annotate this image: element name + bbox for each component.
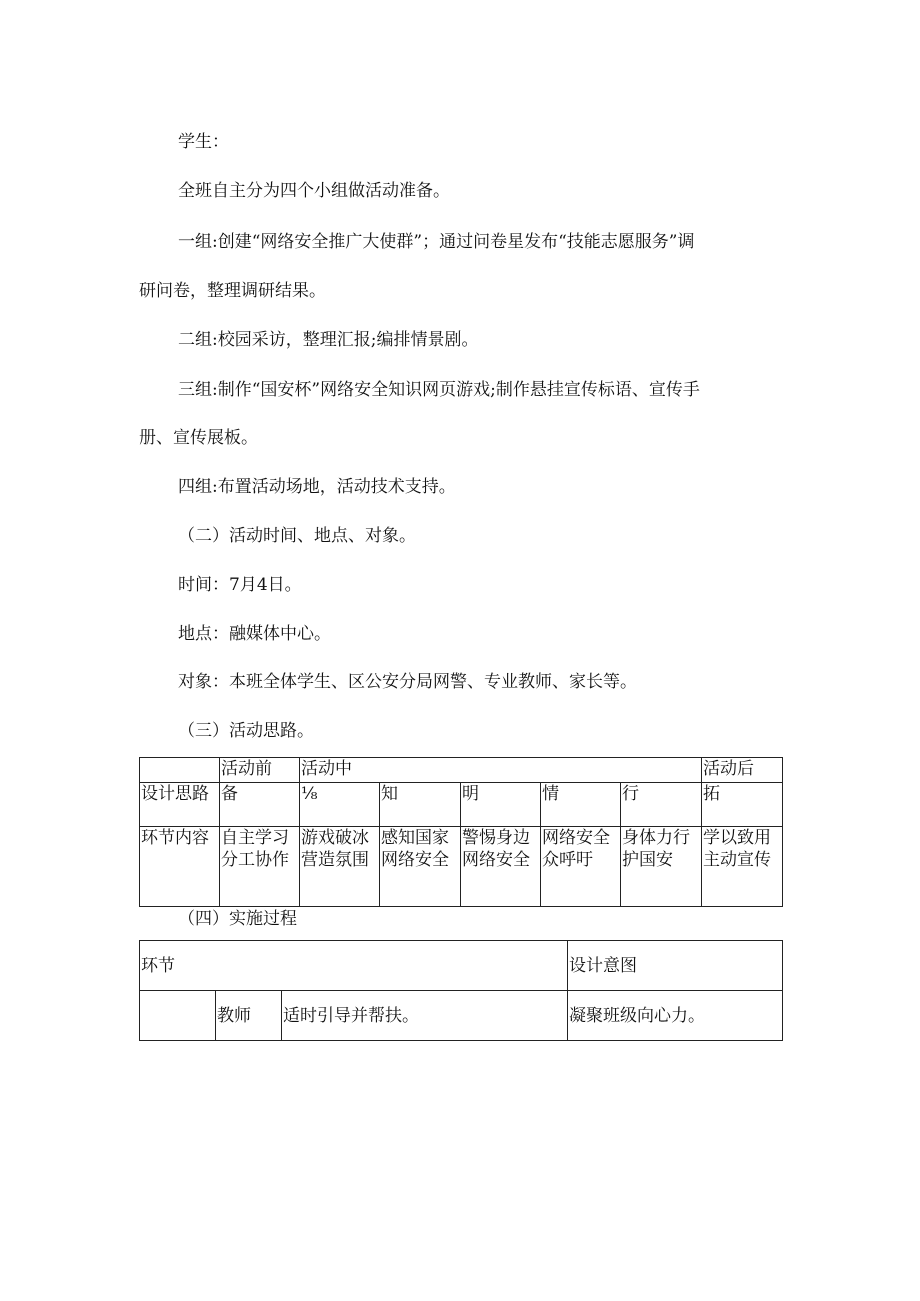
table-cell: 知 (380, 783, 461, 827)
paragraph-group1-line1: 一组:创建“网络安全推广大使群”；通过问卷星发布“技能志愿服务”调 (178, 232, 695, 252)
section-heading-3: （三）活动思路。 (178, 721, 314, 741)
table-cell: 情 (541, 783, 621, 827)
paragraph-group2: 二组:校园采访，整理汇报;编排情景剧。 (178, 330, 479, 350)
table1-header-row (140, 758, 783, 783)
activity-idea-table (139, 757, 783, 907)
paragraph-group3-line1: 三组:制作“国安杯”网络安全知识网页游戏;制作悬挂宣传标语、宣传手 (178, 380, 700, 400)
table-cell: 设计思路 (140, 783, 220, 827)
table-cell: 备 (220, 783, 300, 827)
implementation-table (139, 940, 783, 1041)
table-cell: 自主学习 分工协作 (220, 827, 300, 907)
table-cell: 学以致用 主动宣传 (702, 827, 783, 907)
table-cell: 教师 (216, 991, 282, 1041)
table-cell: 感知国家 网络安全 (380, 827, 461, 907)
table-cell: 环节内容 (140, 827, 220, 907)
paragraph-group3-line2: 册、宣传展板。 (139, 428, 258, 448)
table1-corner (140, 758, 220, 783)
table-cell (140, 991, 216, 1041)
table-cell: 行 (621, 783, 702, 827)
table1-design-row (140, 783, 783, 827)
table2-header-intent: 设计意图 (568, 941, 783, 991)
table1-content-row (140, 827, 783, 907)
table-cell: 游戏破冰 营造氛围 (300, 827, 380, 907)
table-cell: 网络安全 众呼吁 (541, 827, 621, 907)
table-cell: 凝聚班级向心力。 (568, 991, 783, 1041)
table-cell: 明 (461, 783, 541, 827)
paragraph-audience: 对象：本班全体学生、区公安分局网警、专业教师、家长等。 (178, 672, 637, 692)
table1-header-before: 活动前 (220, 758, 300, 783)
paragraph-group1-line2: 研问卷，整理调研结果。 (139, 281, 326, 301)
paragraph-group4: 四组:布置活动场地，活动技术支持。 (178, 477, 456, 497)
paragraph-groups-intro: 全班自主分为四个小组做活动准备。 (178, 181, 450, 201)
section-heading-4: （四）实施过程 (178, 909, 297, 929)
table-cell: ⅛ (300, 783, 380, 827)
table-cell: 身体力行 护国安 (621, 827, 702, 907)
paragraph-students: 学生： (178, 132, 229, 152)
paragraph-location: 地点：融媒体中心。 (178, 624, 331, 644)
section-heading-2: （二）活动时间、地点、对象。 (178, 526, 416, 546)
table2-header-row (140, 941, 783, 991)
table1-header-after: 活动后 (702, 758, 783, 783)
table-cell: 警惕身边 网络安全 (461, 827, 541, 907)
paragraph-time: 时间：7月4日。 (178, 575, 302, 595)
table2-row (140, 991, 783, 1041)
table1-header-during: 活动中 (300, 758, 702, 783)
table-cell: 适时引导并帮扶。 (282, 991, 568, 1041)
table-cell: 拓 (702, 783, 783, 827)
table2-header-stage: 环节 (140, 941, 568, 991)
